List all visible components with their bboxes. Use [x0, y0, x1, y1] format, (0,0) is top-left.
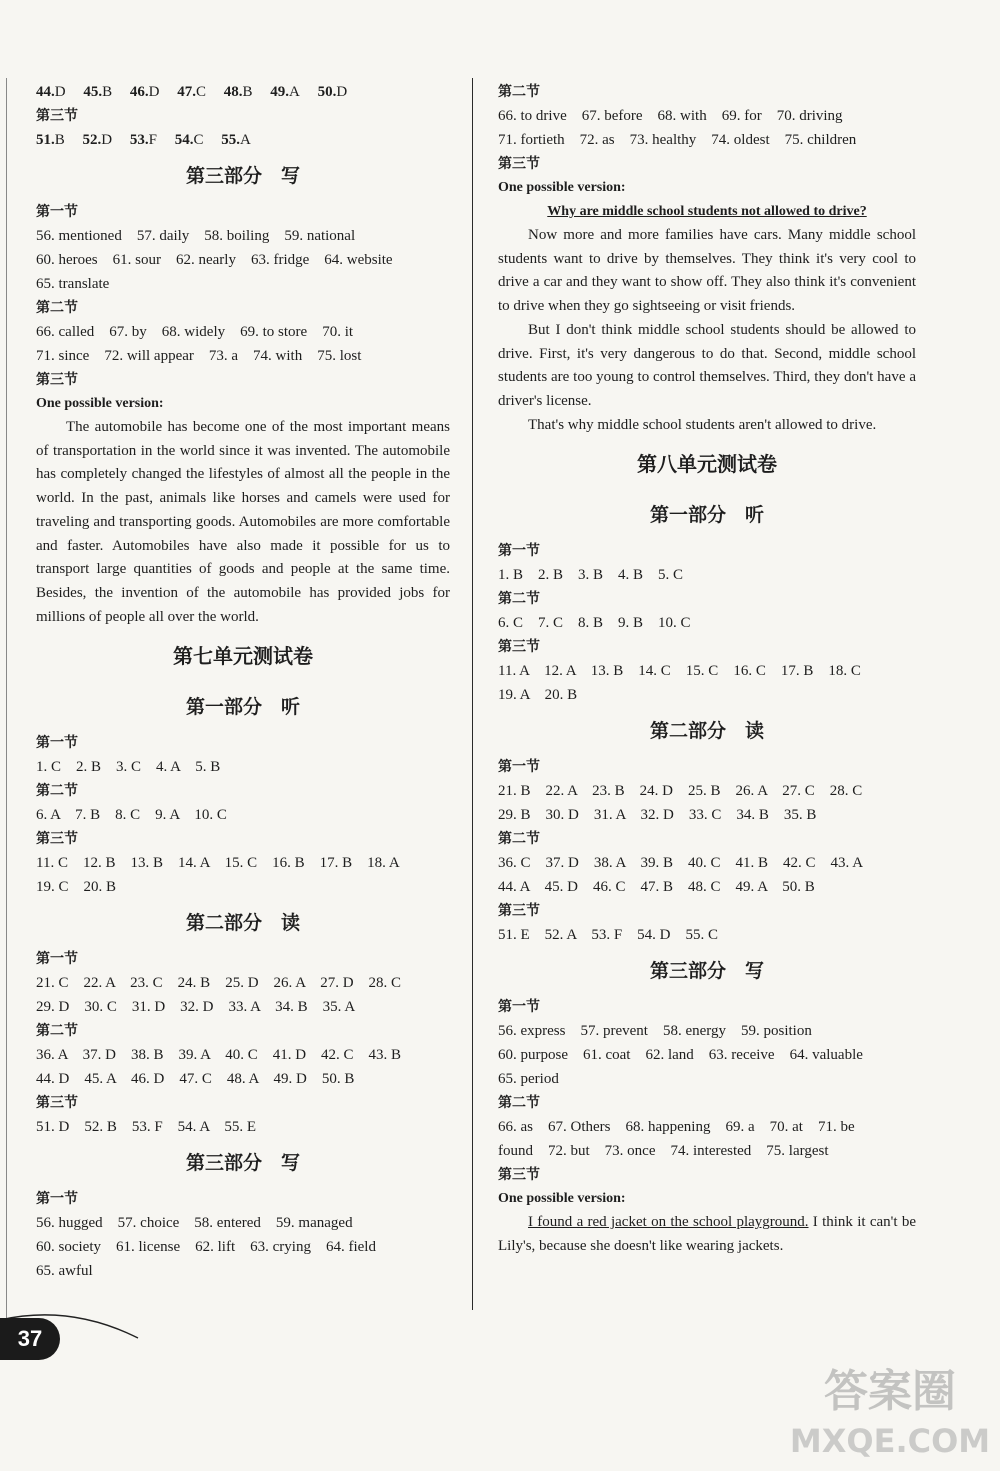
right-column	[498, 80, 916, 1259]
answer-line: 66. called 67. by 68. widely 69. to store 70. it	[36, 324, 354, 340]
part-heading: 第一部分 听	[185, 696, 300, 719]
section-heading: 第一节	[36, 204, 78, 220]
answer-line: 51. D 52. B 53. F 54. A 55. E	[36, 1119, 257, 1136]
section-heading: 第三节	[498, 639, 540, 656]
unit-title: 第七单元测试卷	[173, 644, 313, 669]
answer-line: 65. period	[498, 1071, 559, 1088]
section-heading: 第三节	[498, 156, 540, 172]
answer-line: 51.B 52.D 53.F 54.C 55.A	[36, 132, 251, 148]
section-heading: 第三节	[498, 903, 540, 920]
essay-paragraph: Now more and more families have cars. Many middle school students want to drive by themselves. They think it's very cool to drive a car and they want to show off. They also think it's convenient to drive when they go sightseeing or visit friends.	[498, 227, 916, 315]
section-heading: 第一节	[36, 951, 78, 968]
answer-line: 21. C 22. A 23. C 24. B 25. D 26. A 27. D 28. C	[36, 975, 402, 992]
left-column	[36, 80, 450, 1283]
part-heading: 第二部分 读	[649, 720, 764, 743]
version-label: One possible version:	[498, 1191, 626, 1207]
page-edge-rule	[6, 78, 7, 1318]
answer-line: 60. heroes 61. sour 62. nearly 63. fridge 64. website	[36, 252, 393, 268]
answer-line: 65. awful	[36, 1263, 93, 1280]
answer-line: 1. B 2. B 3. B 4. B 5. C	[498, 567, 684, 584]
essay-title: Why are middle school students not allowed to drive?	[547, 204, 867, 219]
answer-line: 56. hugged 57. choice 58. entered 59. managed	[36, 1215, 353, 1232]
answer-line: 11. A 12. A 13. B 14. C 15. C 16. C 17. B 18. C	[498, 663, 861, 680]
answer-line: 60. society 61. license 62. lift 63. crying 64. field	[36, 1239, 376, 1256]
watermark-bottom: MXQE.COM	[790, 1422, 990, 1460]
answer-line: 21. B 22. A 23. B 24. D 25. B 26. A 27. C 28. C	[498, 783, 863, 800]
section-heading: 第二节	[498, 1095, 540, 1112]
answer-line: 29. D 30. C 31. D 32. D 33. A 34. B 35. A	[36, 999, 356, 1016]
section-heading: 第三节	[498, 1167, 540, 1184]
answer-line: 56. mentioned 57. daily 58. boiling 59. national	[36, 228, 356, 244]
essay-jacket	[498, 1211, 916, 1258]
section-heading: 第二节	[36, 783, 78, 800]
answer-line: 65. translate	[36, 276, 110, 292]
section-heading: 第一节	[36, 735, 78, 752]
answer-line: 71. fortieth 72. as 73. healthy 74. oldest 75. children	[498, 132, 857, 148]
section-heading: 第一节	[36, 1191, 78, 1208]
answer-line: 60. purpose 61. coat 62. land 63. receive 64. valuable	[498, 1047, 863, 1064]
answer-line: 36. A 37. D 38. B 39. A 40. C 41. D 42. C 43. B	[36, 1047, 402, 1064]
answer-line: 6. A 7. B 8. C 9. A 10. C	[36, 807, 227, 824]
answer-line: 66. as 67. Others 68. happening 69. a 70. at 71. be	[498, 1119, 855, 1136]
essay-paragraph: The automobile has become one of the most important means of transportation in the world since it was invented. The automobile has completely changed the lifestyles of almost all the people in the world. In the past, animals like horses and camels were used for traveling and transporting goods. Automobiles are more comfortable and faster. Automobiles have also made it possible for us to transport large quantities of goods and people at the same time. Besides, the invention of the automobile has provided jobs for millions of people all over the world.	[36, 419, 450, 625]
section-heading: 第三节	[36, 108, 78, 124]
answer-line: 11. C 12. B 13. B 14. A 15. C 16. B 17. B 18. A	[36, 855, 400, 872]
section-heading: 第二节	[498, 84, 540, 100]
page-number: 37	[0, 1318, 60, 1360]
essay-text: I think it can't be Lily's, because she doesn't like wearing jackets.	[498, 1214, 916, 1255]
unit-title: 第八单元测试卷	[637, 452, 777, 477]
answer-line: 29. B 30. D 31. A 32. D 33. C 34. B 35. B	[498, 807, 817, 824]
section-heading: 第二节	[36, 1023, 78, 1040]
section-heading: 第三节	[36, 1095, 78, 1112]
answer-line: 51. E 52. A 53. F 54. D 55. C	[498, 927, 719, 944]
answer-line: 19. A 20. B	[498, 687, 578, 704]
answer-line: found 72. but 73. once 74. interested 75. largest	[498, 1143, 829, 1160]
answer-line: 44. D 45. A 46. D 47. C 48. A 49. D 50. B	[36, 1071, 355, 1088]
underlined-sentence: I found a red jacket on the school playground.	[528, 1214, 809, 1231]
part-heading: 第一部分 听	[649, 504, 764, 527]
section-heading: 第一节	[498, 999, 540, 1016]
essay-automobile	[36, 416, 450, 629]
answer-line: 71. since 72. will appear 73. a 74. with 75. lost	[36, 348, 362, 364]
answer-line: 56. express 57. prevent 58. energy 59. position	[498, 1023, 812, 1040]
section-heading: 第三节	[36, 372, 78, 388]
section-heading: 第二节	[498, 591, 540, 608]
version-label: One possible version:	[36, 396, 164, 411]
section-heading: 第一节	[498, 759, 540, 776]
answer-line: 36. C 37. D 38. A 39. B 40. C 41. B 42. C 43. A	[498, 855, 864, 872]
column-divider	[472, 78, 473, 1310]
site-watermark-logo	[790, 1348, 990, 1466]
answer-line: 66. to drive 67. before 68. with 69. for 70. driving	[498, 108, 843, 124]
version-label: One possible version:	[498, 180, 626, 195]
section-heading: 第一节	[498, 543, 540, 560]
answer-line: 19. C 20. B	[36, 879, 117, 896]
essay-driving	[498, 224, 916, 437]
answer-line: 44.D 45.B 46.D 47.C 48.B 49.A 50.D	[36, 84, 348, 100]
part-heading: 第三部分 写	[185, 1152, 300, 1175]
section-heading: 第三节	[36, 831, 78, 848]
answer-line: 44. A 45. D 46. C 47. B 48. C 49. A 50. B	[498, 879, 815, 896]
essay-paragraph: That's why middle school students aren't allowed to drive.	[528, 416, 877, 433]
answer-line: 1. C 2. B 3. C 4. A 5. B	[36, 759, 221, 776]
part-heading: 第三部分 写	[185, 165, 300, 187]
part-heading: 第二部分 读	[185, 912, 300, 935]
part-heading: 第三部分 写	[649, 960, 764, 983]
essay-paragraph	[498, 1211, 916, 1258]
watermark-top: 答案圈	[824, 1366, 956, 1417]
section-heading: 第二节	[498, 831, 540, 848]
essay-paragraph: But I don't think middle school students should be allowed to drive. First, it's very dangerous to do that. Second, middle school students are too young to control themselves. Third, they don't have a driver's license.	[498, 321, 916, 409]
answer-line: 6. C 7. C 8. B 9. B 10. C	[498, 615, 691, 632]
section-heading: 第二节	[36, 300, 78, 316]
